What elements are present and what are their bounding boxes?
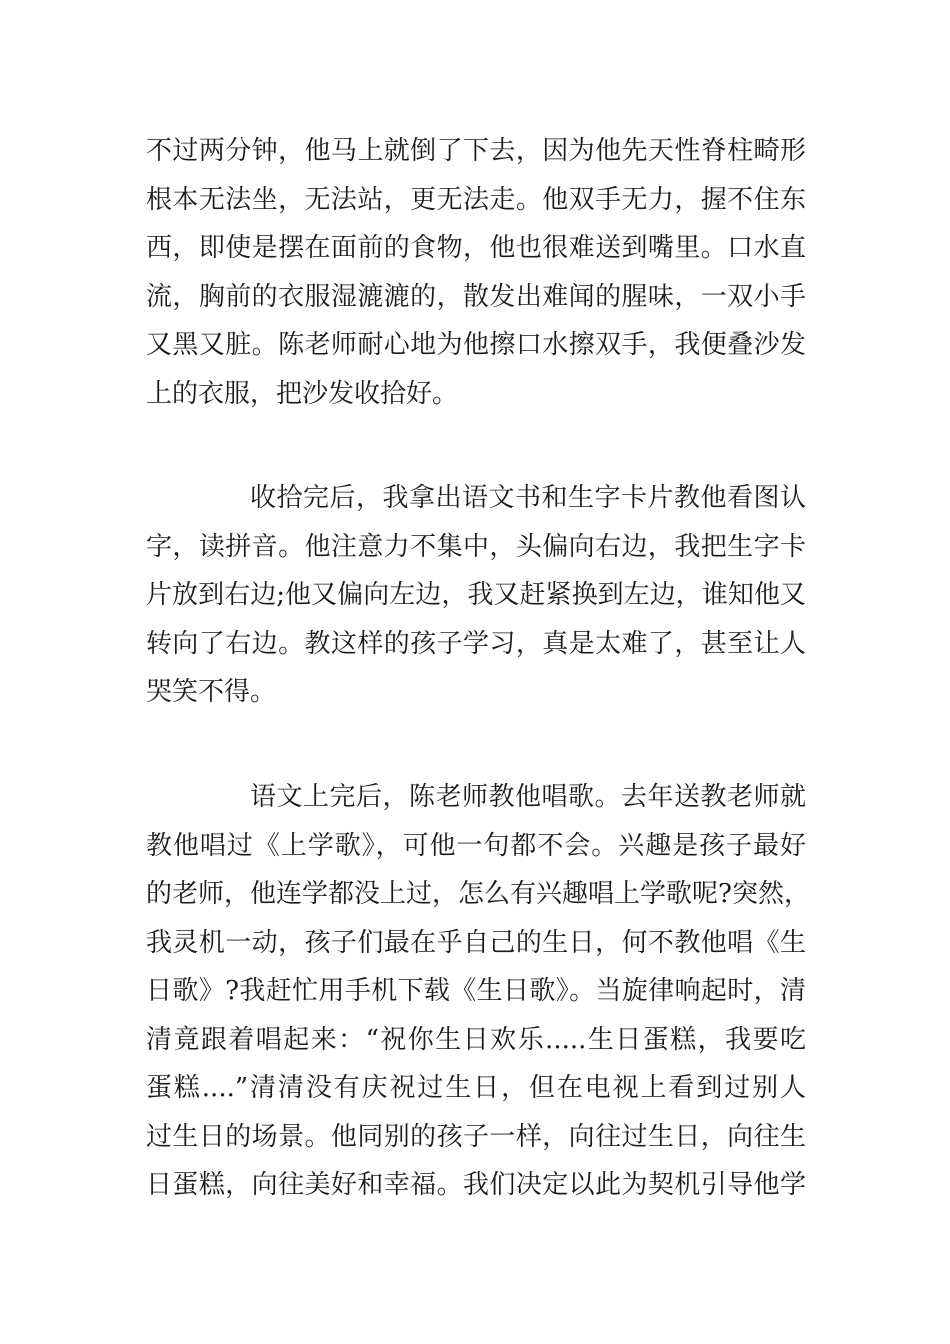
text-line: 收拾完后，我拿出语文书和生字卡片教他看图认 [250, 483, 806, 513]
text-line: 又黑又脏。陈老师耐心地为他擦口水擦双手，我便叠沙发 [146, 330, 806, 360]
text-line: 语文上完后，陈老师教他唱歌。去年送教老师就 [250, 782, 806, 812]
paragraph-2 [146, 474, 806, 717]
text-line: 我灵机一动，孩子们最在乎自己的生日，何不教他唱《生 [146, 927, 806, 958]
text-line: 的老师，他连学都没上过，怎么有兴趣唱上学歌呢?突然， [146, 879, 810, 909]
text-line: 清竟跟着唱起来：“祝你生日欢乐.....生日蛋糕，我要吃 [146, 1024, 806, 1055]
text-line: 哭笑不得。 [146, 677, 277, 707]
text-line: 上的衣服，把沙发收拾好。 [146, 378, 459, 409]
text-line: 日蛋糕，向往美好和幸福。我们决定以此为契机引导他学 [146, 1170, 806, 1200]
text-line: 教他唱过《上学歌》，可他一句都不会。兴趣是孩子最好 [146, 830, 806, 861]
text-line: 根本无法坐，无法站，更无法走。他双手无力，握不住东 [146, 184, 806, 215]
paragraph-3 [146, 773, 810, 1210]
text-line: 流，胸前的衣服湿漉漉的，散发出难闻的腥味，一双小手 [146, 281, 806, 312]
text-line: 字，读拼音。他注意力不集中，头偏向右边，我把生字卡 [146, 531, 806, 562]
text-line: 日歌》?我赶忙用手机下载《生日歌》。当旋律响起时，清 [146, 976, 806, 1006]
text-line: 蛋糕....”清清没有庆祝过生日，但在电视上看到过别人 [146, 1073, 806, 1103]
text-line: 过生日的场景。他同别的孩子一样，向往过生日，向往生 [146, 1121, 806, 1152]
text-line: 片放到右边;他又偏向左边，我又赶紧换到左边，谁知他又 [146, 580, 806, 610]
text-line: 不过两分钟，他马上就倒了下去，因为他先天性脊柱畸形 [146, 136, 806, 166]
text-line: 转向了右边。教这样的孩子学习，真是太难了，甚至让人 [146, 628, 806, 659]
text-line: 西，即使是摆在面前的食物，他也很难送到嘴里。口水直 [146, 233, 806, 263]
paragraph-1 [146, 127, 806, 418]
